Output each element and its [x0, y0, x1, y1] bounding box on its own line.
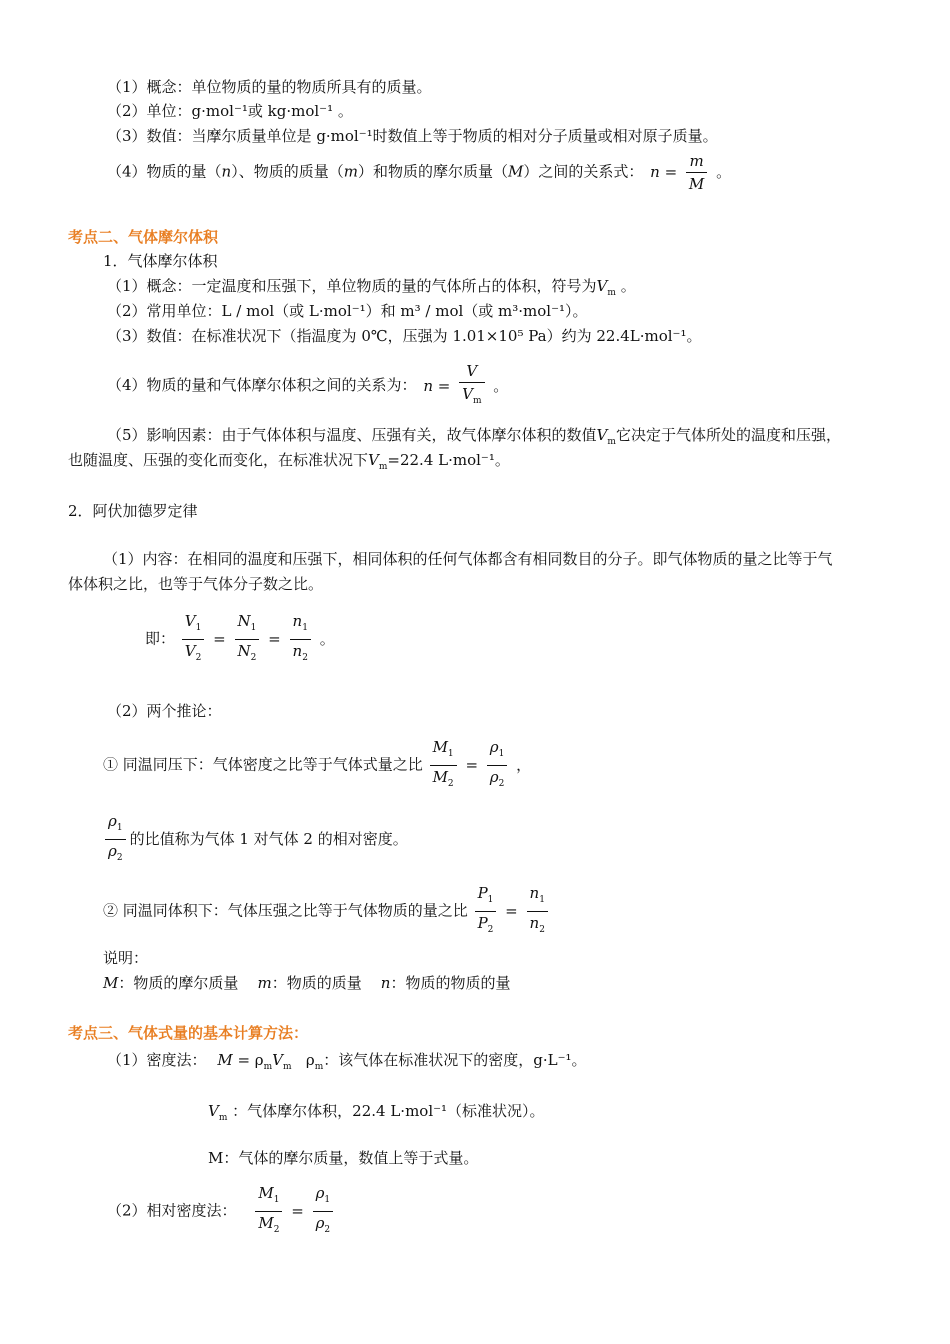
- inference-2: ② 同温同体积下：气体压强之比等于气体物质的量之比 $\frac{P_1}{P_2}$ = $\frac{n_1}{n_2}$: [103, 882, 550, 941]
- inference-1: ① 同温同压下：气体密度之比等于气体式量之比 $\frac{M_1}{M_2}$ = $\frac{\rho_1}{\rho_2}$ ，: [103, 738, 532, 789]
- molar-volume-concept: （1）概念：一定温度和压强下，单位物质的量的气体所占的体积，符号为$V_m$ 。: [107, 277, 636, 298]
- avogadro-content-line2: 体体积之比，也等于气体分子数之比。: [68, 575, 324, 593]
- volume-fraction: $\frac{V}{V_m}$: [459, 360, 484, 412]
- note-title: 说明：: [103, 949, 149, 967]
- relative-density-method: （2）相对密度法： $\frac{M_1}{M_2}$ = $\frac{\rho_1}{\rho_2}$: [107, 1182, 335, 1241]
- molar-mass-relation: （4）物质的量（n）、物质的质量（m）和物质的摩尔质量（M）之间的关系式： n = $\frac{m}{M}$ 。: [107, 152, 732, 193]
- formula-lhs: n =: [650, 163, 678, 182]
- inferences-title: （2）两个推论：: [107, 702, 222, 720]
- subheading-avogadro: 2．阿伏加德罗定律: [68, 502, 198, 520]
- molar-mass-desc: M：气体的摩尔质量，数值上等于式量。: [208, 1149, 479, 1167]
- section3-heading: 考点三、气体式量的基本计算方法：: [68, 1024, 309, 1042]
- molar-mass-value: （3）数值：当摩尔质量单位是 g·mol⁻¹时数值上等于物质的相对分子质量或相对原子质量。: [107, 127, 718, 145]
- molar-mass-unit: （2）单位：g·mol⁻¹或 kg·mol⁻¹ 。: [107, 102, 353, 120]
- avogadro-ratio-formula: 即： $\frac{V_1}{V_2}$ = $\frac{N_1}{N_2}$ = $\frac{n_1}{n_2}$ 。: [145, 612, 335, 663]
- molar-volume-unit: （2）常用单位：L / mol（或 L·mol⁻¹）和 m³ / mol（或 m³·mol⁻¹）。: [107, 302, 588, 320]
- density-method: （1）密度法： $M = \rho_mV_m$ $\rho_m$：该气体在标准状况下的密度，g·L⁻¹。: [107, 1051, 587, 1072]
- relative-density-definition: $\frac{\rho_1}{\rho_2}$ 的比值称为气体 1 对气体 2 的相对密度。: [103, 810, 410, 869]
- subheading-molar-volume: 1．气体摩尔体积: [103, 252, 218, 270]
- formula-fraction: $\frac{m}{M}$: [686, 150, 707, 195]
- molar-volume-desc: $V_m$ ：气体摩尔体积，22.4 L·mol⁻¹（标准状况）。: [208, 1102, 545, 1123]
- section2-heading: 考点二、气体摩尔体积: [68, 228, 219, 246]
- molar-mass-concept: （1）概念：单位物质的量的物质所具有的质量。: [107, 78, 432, 96]
- molar-volume-value: （3）数值：在标准状况下（指温度为 0℃，压强为 1.01×10⁵ Pa）约为 22.4L·mol⁻¹。: [107, 327, 702, 345]
- influence-factors-line1: （5）影响因素：由于气体体积与温度、压强有关，故气体摩尔体积的数值$V_m$它决定于气体所处的温度和压强，: [107, 426, 841, 447]
- avogadro-content-line1: （1）内容：在相同的温度和压强下，相同体积的任何气体都含有相同数目的分子。即气体物质的量之比等于气: [103, 550, 833, 568]
- note-symbols: M：物质的摩尔质量 m：物质的质量 n：物质的物质的量: [103, 974, 511, 992]
- influence-factors-line2: 也随温度、压强的变化而变化，在标准状况下$V_m=22.4$ L·mol⁻¹。: [68, 451, 510, 472]
- molar-volume-relation: （4）物质的量和气体摩尔体积之间的关系为： n = $\frac{V}{V_m}$ 。: [107, 360, 510, 412]
